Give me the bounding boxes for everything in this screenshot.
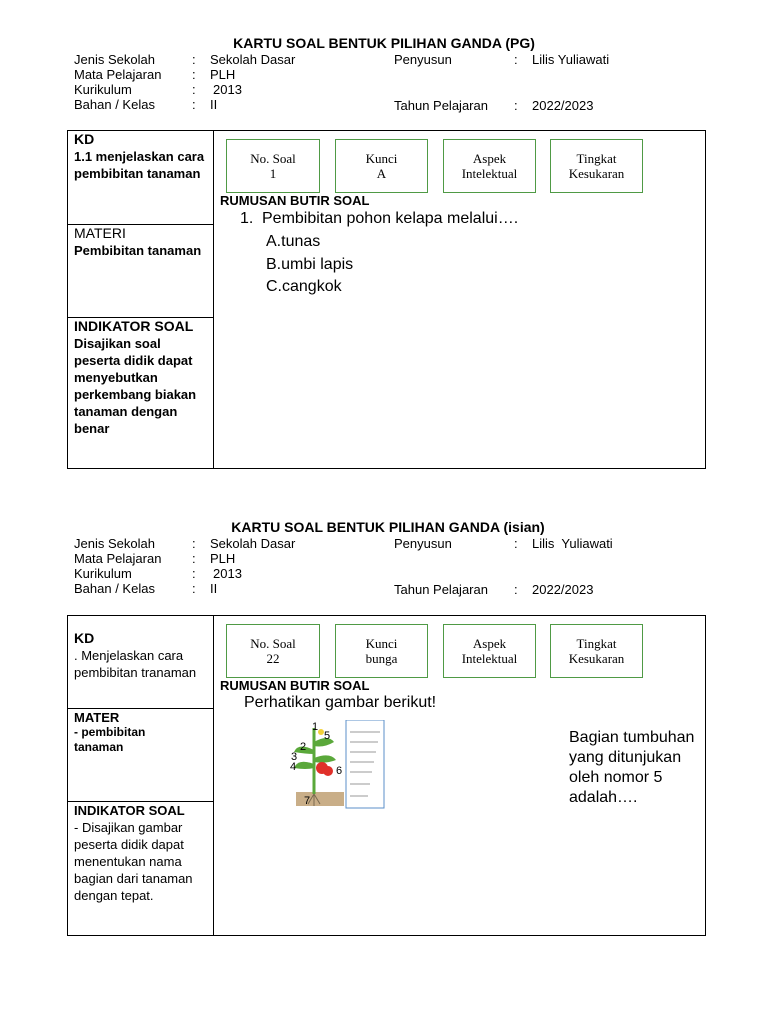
subject-value: PLH (210, 551, 236, 566)
kunci-label: Kunci (365, 151, 398, 166)
no-soal-label: No. Soal (250, 636, 296, 651)
indikator-text: - Disajikan gambar peserta didik dapat menentukan nama bagian dari tanaman dengan tepat. (74, 820, 193, 903)
curriculum-label: Kurikulum (74, 82, 132, 97)
class-label: Bahan / Kelas (74, 97, 155, 112)
no-soal-label: No. Soal (250, 151, 296, 166)
colon: : (192, 82, 196, 97)
kd-text: 1.1 menjelaskan cara pembibitan tanaman (74, 149, 205, 181)
indikator-cell (68, 318, 213, 470)
tingkat-box (550, 139, 643, 193)
colon: : (514, 52, 518, 67)
kd-text: . Menjelaskan cara pembibitan tranaman (74, 648, 197, 680)
no-soal-box (226, 624, 320, 678)
figure-number: 3 (291, 751, 298, 763)
card2-meta-left (74, 536, 161, 596)
card2-frame (67, 615, 706, 936)
rumusan-label: RUMUSAN BUTIR SOAL (220, 193, 370, 208)
label-panel (346, 720, 384, 808)
tingkat-value: Kesukaran (568, 166, 625, 181)
year-value: 2022/2023 (532, 582, 594, 597)
materi-text: Pembibitan tanaman (74, 243, 202, 258)
curriculum-value: 2013 (213, 82, 242, 97)
card2-title: KARTU SOAL BENTUK PILIHAN GANDA (isian) (231, 519, 545, 535)
aspek-box (443, 624, 536, 678)
aspek-value: Intelektual (461, 166, 518, 181)
kd-cell (68, 131, 213, 225)
colon: : (192, 67, 196, 82)
question-text: Pembibitan pohon kelapa melalui…. (262, 210, 519, 227)
figure-number: 5 (324, 730, 331, 742)
card1-frame (67, 130, 706, 469)
year-label: Tahun Pelajaran (394, 98, 488, 113)
class-value: II (210, 581, 218, 596)
year-label: Tahun Pelajaran (394, 582, 488, 597)
author-label: Penyusun (394, 536, 452, 551)
materi-text: - pembibitan tanaman (74, 725, 146, 754)
kd-cell (68, 616, 213, 709)
kunci-value: A (376, 166, 387, 181)
author-value: Lilis Yuliawati (532, 536, 613, 551)
option-b: B.umbi lapis (266, 256, 354, 273)
class-label: Bahan / Kelas (74, 581, 155, 596)
school-label: Jenis Sekolah (74, 536, 155, 551)
tingkat-label: Tingkat (576, 636, 617, 651)
author-value: Lilis Yuliawati (532, 52, 610, 67)
tingkat-label: Tingkat (576, 151, 617, 166)
materi-cell (68, 709, 213, 802)
kunci-value: bunga (365, 651, 398, 666)
question-number: 1. (240, 210, 254, 227)
card2-meta-colons (192, 536, 196, 596)
indikator-text: Disajikan soal peserta didik dapat menyebutkan perkembang biakan tanaman dengan benar (74, 336, 197, 436)
colon: : (514, 98, 518, 113)
tingkat-value: Kesukaran (568, 651, 625, 666)
materi-label: MATERI (74, 225, 126, 241)
kunci-box (335, 624, 428, 678)
author-label: Penyusun (394, 52, 452, 67)
colon: : (192, 566, 196, 581)
school-value: Sekolah Dasar (210, 536, 296, 551)
option-c: C.cangkok (266, 278, 342, 295)
indikator-cell (68, 802, 213, 936)
kd-label: KD (74, 630, 95, 646)
card2-left-column (68, 616, 214, 935)
figure-number: 1 (312, 721, 319, 733)
kunci-label: Kunci (365, 636, 398, 651)
card1-left-column (68, 131, 214, 468)
no-soal-value: 22 (266, 651, 280, 666)
aspek-value: Intelektual (461, 651, 518, 666)
tingkat-box (550, 624, 643, 678)
figure-number: 7 (304, 795, 311, 807)
indikator-label: INDIKATOR SOAL (74, 318, 194, 334)
colon: : (192, 52, 196, 67)
plant-diagram (284, 720, 386, 816)
materi-label: MATER (74, 710, 120, 725)
materi-cell (68, 225, 213, 318)
leaf (314, 755, 336, 762)
kunci-box (335, 139, 428, 193)
aspek-label: Aspek (472, 151, 507, 166)
tomato (323, 766, 333, 776)
colon: : (192, 551, 196, 566)
figure-number: 2 (300, 741, 307, 753)
colon: : (514, 536, 518, 551)
card1-title: KARTU SOAL BENTUK PILIHAN GANDA (PG) (233, 35, 535, 51)
rumusan-label: RUMUSAN BUTIR SOAL (220, 678, 370, 693)
no-soal-box (226, 139, 320, 193)
curriculum-value: 2013 (213, 566, 242, 581)
card1-meta-left (74, 52, 161, 112)
figure-number: 4 (290, 761, 297, 773)
colon: : (514, 582, 518, 597)
colon: : (192, 536, 196, 551)
colon: : (192, 581, 196, 596)
aspek-label: Aspek (472, 636, 507, 651)
card2-meta-values (210, 536, 295, 596)
class-value: II (210, 97, 218, 112)
indikator-label: INDIKATOR SOAL (74, 803, 185, 818)
subject-label: Mata Pelajaran (74, 551, 162, 566)
school-label: Jenis Sekolah (74, 52, 155, 67)
subject-value: PLH (210, 67, 236, 82)
figure-number: 6 (336, 765, 343, 777)
kd-label: KD (74, 131, 95, 147)
subject-label: Mata Pelajaran (74, 67, 162, 82)
school-value: Sekolah Dasar (210, 52, 296, 67)
year-value: 2022/2023 (532, 98, 594, 113)
card1-meta-colons (192, 52, 196, 112)
option-a: A.tunas (266, 233, 321, 250)
curriculum-label: Kurikulum (74, 566, 132, 581)
instruction-text: Perhatikan gambar berikut! (244, 694, 437, 711)
no-soal-value: 1 (269, 166, 277, 181)
aspek-box (443, 139, 536, 193)
question-text: Bagian tumbuhan yang ditunjukan oleh nomor 5 adalah…. (569, 729, 695, 806)
card1-meta-values (210, 52, 295, 112)
colon: : (192, 97, 196, 112)
